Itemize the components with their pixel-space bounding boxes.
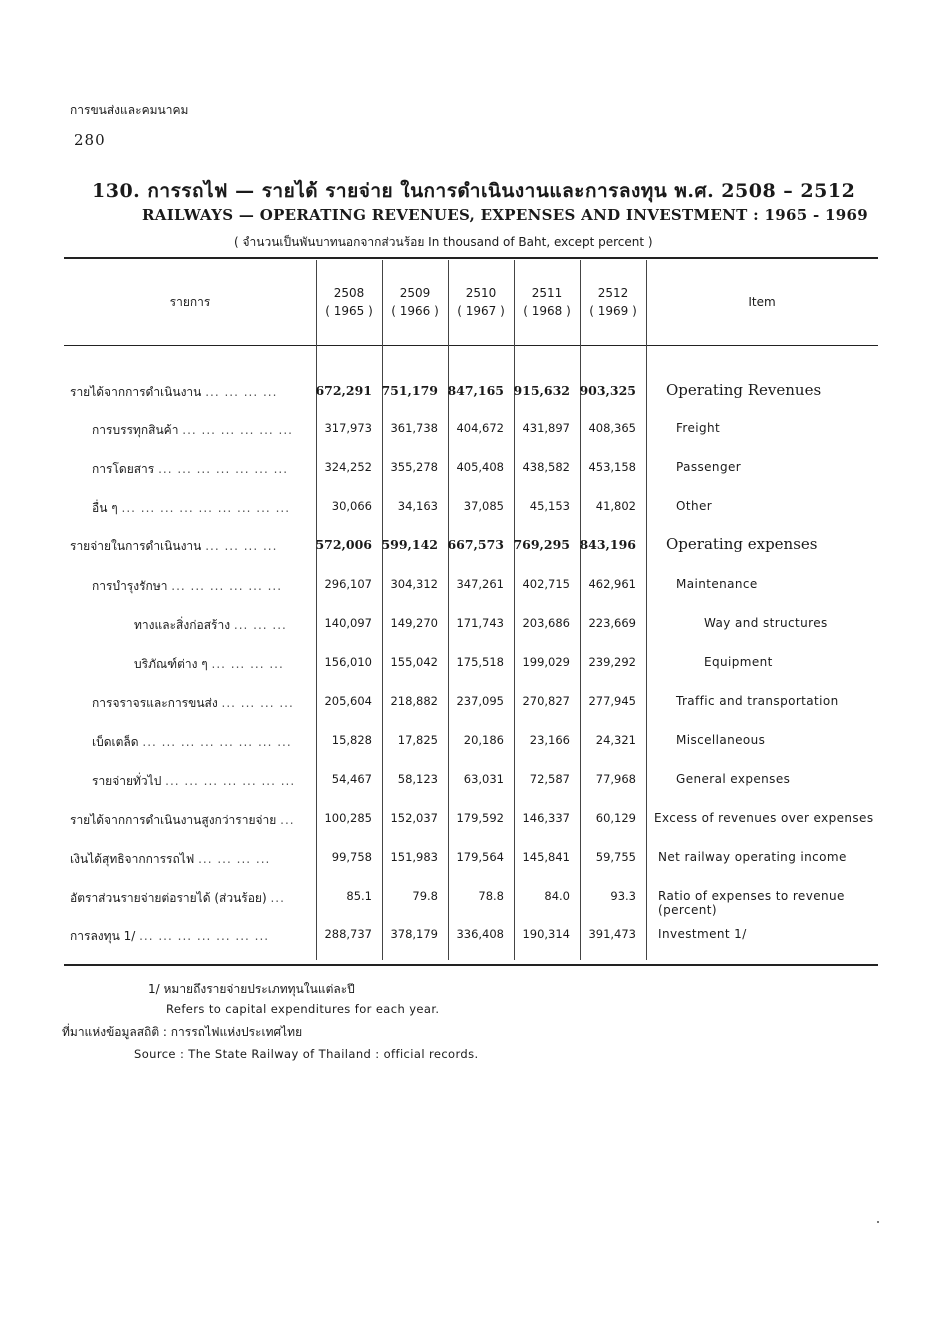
cell-value: 199,029 [522, 655, 570, 669]
row-label-english [704, 616, 828, 630]
footnote-english: Refers to capital expenditures for each year. [166, 1002, 440, 1016]
row-label-english-text: Ratio of expenses to revenue [658, 889, 845, 903]
row-label-text: รายได้จากการดำเนินงาน [70, 385, 202, 399]
cell-value: 78.8 [478, 889, 504, 903]
table-row [64, 421, 878, 445]
row-label-text: การบรรทุกสินค้า [92, 423, 179, 437]
row-label-text: อื่น ๆ [92, 501, 118, 515]
row-label-thai [92, 421, 293, 440]
cell-value: 431,897 [522, 421, 570, 435]
row-label-english [676, 694, 839, 708]
source-english: Source : The State Railway of Thailand : official records. [134, 1047, 479, 1061]
row-label-english [676, 460, 741, 474]
cell-value: 402,715 [522, 577, 570, 591]
cell-value: 751,179 [381, 383, 438, 398]
cell-value: 54,467 [331, 772, 372, 786]
cell-value: 175,518 [456, 655, 504, 669]
footnote-thai: 1/ หมายถึงรายจ่ายประเภททุนในแต่ละปี [148, 982, 355, 996]
cell-value: 769,295 [513, 537, 570, 552]
cell-value: 152,037 [390, 811, 438, 825]
table-row [64, 616, 878, 640]
year-be: 2510 [465, 286, 497, 300]
year-be: 2512 [597, 286, 629, 300]
cell-value: 915,632 [513, 383, 570, 398]
row-label-english [676, 499, 712, 513]
cell-value: 17,825 [397, 733, 438, 747]
cell-value: 37,085 [463, 499, 504, 513]
leader-dots: ... [270, 891, 285, 905]
row-label-english-text: Operating expenses [666, 535, 818, 553]
cell-value: 223,669 [588, 616, 636, 630]
cell-value: 100,285 [324, 811, 372, 825]
table-bottom-rule [64, 964, 878, 966]
leader-dots: ... ... ... ... ... ... ... [139, 929, 270, 943]
cell-value: 84.0 [544, 889, 570, 903]
row-label-english-text: Other [676, 499, 713, 513]
cell-value: 903,325 [579, 383, 636, 398]
cell-value: 24,321 [595, 733, 636, 747]
row-label-text: ทางและสิ่งก่อสร้าง [134, 618, 231, 632]
cell-value: 391,473 [588, 927, 636, 941]
cell-value: 30,066 [331, 499, 372, 513]
row-label-english [654, 811, 874, 825]
leader-dots: ... ... ... ... [198, 852, 271, 866]
row-label-text: การบำรุงรักษา [92, 579, 168, 593]
table-top-rule [64, 257, 878, 259]
cell-value: 15,828 [331, 733, 372, 747]
cell-value: 317,973 [324, 421, 372, 435]
row-label-text: บริภัณฑ์ต่าง ๆ [134, 657, 208, 671]
cell-value: 99,758 [331, 850, 372, 864]
table-row [64, 811, 878, 835]
row-label-thai [70, 889, 285, 908]
row-label-english [676, 577, 758, 591]
cell-value: 34,163 [397, 499, 438, 513]
cell-value: 72,587 [529, 772, 570, 786]
header-year [514, 284, 580, 320]
cell-value: 599,142 [381, 537, 438, 552]
cell-value: 304,312 [390, 577, 438, 591]
leader-dots: ... ... ... ... [221, 696, 294, 710]
leader-dots: ... ... ... ... ... ... [182, 423, 293, 437]
header-year [580, 284, 646, 320]
cell-value: 155,042 [390, 655, 438, 669]
cell-value: 847,165 [447, 383, 504, 398]
cell-value: 179,564 [456, 850, 504, 864]
cell-value: 453,158 [588, 460, 636, 474]
header-year [382, 284, 448, 320]
table-row [64, 383, 878, 407]
row-label-thai [92, 772, 295, 791]
cell-value: 179,592 [456, 811, 504, 825]
cell-value: 145,841 [522, 850, 570, 864]
cell-value: 404,672 [456, 421, 504, 435]
leader-dots: ... ... ... ... [205, 539, 278, 553]
leader-dots: ... [280, 813, 295, 827]
leader-dots: ... ... ... ... ... ... ... ... [142, 735, 292, 749]
row-label-english-text: Freight [676, 421, 721, 435]
row-label-english-text: (percent) [658, 903, 717, 917]
year-ce: ( 1965 ) [325, 304, 373, 318]
cell-value: 203,686 [522, 616, 570, 630]
cell-value: 190,314 [522, 927, 570, 941]
row-label-text: อัตราส่วนรายจ่ายต่อรายได้ (ส่วนร้อย) [70, 891, 267, 905]
row-label-thai [70, 383, 277, 402]
year-ce: ( 1969 ) [589, 304, 637, 318]
year-be: 2509 [399, 286, 431, 300]
cell-value: 288,737 [324, 927, 372, 941]
row-label-thai [92, 499, 290, 518]
row-label-english-text: Traffic and transportation [676, 694, 839, 708]
cell-value: 79.8 [412, 889, 438, 903]
header-year [448, 284, 514, 320]
table-header-rule [64, 345, 878, 346]
row-label-text: รายได้จากการดำเนินงานสูงกว่ารายจ่าย [70, 813, 277, 827]
row-label-english-text: Excess of revenues over expenses [654, 811, 874, 825]
table-row [64, 577, 878, 601]
page-number: 280 [74, 131, 106, 149]
row-label-english [676, 772, 790, 786]
cell-value: 171,743 [456, 616, 504, 630]
cell-value: 140,097 [324, 616, 372, 630]
row-label-thai [92, 694, 294, 713]
leader-dots: ... ... ... ... [211, 657, 284, 671]
cell-value: 237,095 [456, 694, 504, 708]
table-row [64, 733, 878, 757]
row-label-thai [92, 460, 288, 479]
year-be: 2508 [333, 286, 365, 300]
cell-value: 60,129 [595, 811, 636, 825]
table-row [64, 499, 878, 523]
year-ce: ( 1967 ) [457, 304, 505, 318]
table-row [64, 889, 878, 917]
cell-value: 438,582 [522, 460, 570, 474]
cell-value: 347,261 [456, 577, 504, 591]
row-label-english-text: Equipment [704, 655, 773, 669]
row-label-english [666, 383, 821, 397]
cell-value: 63,031 [463, 772, 504, 786]
row-label-english [666, 537, 818, 551]
cell-value: 324,252 [324, 460, 372, 474]
row-label-thai [134, 616, 287, 635]
cell-value: 58,123 [397, 772, 438, 786]
table-row [64, 694, 878, 718]
row-label-english [658, 850, 847, 864]
cell-value: 378,179 [390, 927, 438, 941]
row-label-english-text: Investment 1/ [658, 927, 747, 941]
row-label-thai [70, 927, 269, 946]
table-row [64, 460, 878, 484]
cell-value: 462,961 [588, 577, 636, 591]
title-thai: 130. การรถไฟ — รายได้ รายจ่าย ในการดำเนินงานและการลงทุน พ.ศ. 2508 – 2512 [92, 180, 856, 202]
cell-value: 20,186 [463, 733, 504, 747]
cell-value: 355,278 [390, 460, 438, 474]
row-label-text: เบ็ดเตล็ด [92, 735, 139, 749]
unit-note: ( จำนวนเป็นพันบาทนอกจากส่วนร้อย In thousand of Baht, except percent ) [234, 235, 653, 249]
cell-value: 77,968 [595, 772, 636, 786]
cell-value: 156,010 [324, 655, 372, 669]
header-item-thai: รายการ [169, 295, 211, 309]
table-row [64, 537, 878, 561]
row-label-text: การจราจรและการขนส่ง [92, 696, 218, 710]
year-ce: ( 1966 ) [391, 304, 439, 318]
leader-dots: ... ... ... ... ... ... ... ... ... [121, 501, 291, 515]
year-ce: ( 1968 ) [523, 304, 571, 318]
cell-value: 843,196 [579, 537, 636, 552]
title-english: RAILWAYS — OPERATING REVENUES, EXPENSES AND INVESTMENT : 1965 - 1969 [142, 206, 868, 224]
section-heading: การขนส่งและคมนาคม [70, 103, 189, 117]
row-label-thai [70, 537, 277, 556]
row-label-thai [134, 655, 284, 674]
row-label-english-text: Net railway operating income [658, 850, 847, 864]
row-label-text: การลงทุน 1/ [70, 929, 136, 943]
row-label-english [658, 889, 845, 917]
leader-dots: ... ... ... ... [205, 385, 278, 399]
row-label-english-text: Miscellaneous [676, 733, 766, 747]
cell-value: 277,945 [588, 694, 636, 708]
leader-dots: ... ... ... ... ... ... ... [165, 774, 296, 788]
cell-value: 45,153 [529, 499, 570, 513]
leader-dots: ... ... ... [233, 618, 287, 632]
leader-dots: ... ... ... ... ... ... ... [158, 462, 289, 476]
row-label-english-text: Maintenance [676, 577, 758, 591]
cell-value: 408,365 [588, 421, 636, 435]
row-label-thai [92, 577, 282, 596]
table-row [64, 927, 878, 951]
row-label-thai [70, 811, 295, 830]
row-label-english [658, 927, 747, 941]
row-label-text: การโดยสาร [92, 462, 155, 476]
cell-value: 270,827 [522, 694, 570, 708]
row-label-text: รายจ่ายในการดำเนินงาน [70, 539, 202, 553]
cell-value: 336,408 [456, 927, 504, 941]
row-label-english [676, 733, 765, 747]
table-row [64, 655, 878, 679]
row-label-english-text: Passenger [676, 460, 742, 474]
row-label-thai [70, 850, 270, 869]
cell-value: 205,604 [324, 694, 372, 708]
cell-value: 667,573 [447, 537, 504, 552]
row-label-english-text: General expenses [676, 772, 791, 786]
cell-value: 146,337 [522, 811, 570, 825]
leader-dots: ... ... ... ... ... ... [171, 579, 283, 593]
cell-value: 239,292 [588, 655, 636, 669]
row-label-english-text: Way and structures [704, 616, 828, 630]
cell-value: 361,738 [390, 421, 438, 435]
row-label-english [676, 421, 720, 435]
row-label-thai [92, 733, 292, 752]
cell-value: 672,291 [315, 383, 372, 398]
year-be: 2511 [531, 286, 563, 300]
row-label-english [704, 655, 773, 669]
table-row [64, 772, 878, 796]
cell-value: 296,107 [324, 577, 372, 591]
row-label-text: รายจ่ายทั่วไป [92, 774, 162, 788]
cell-value: 23,166 [529, 733, 570, 747]
cell-value: 85.1 [346, 889, 372, 903]
header-year [316, 284, 382, 320]
scan-speck [877, 1221, 879, 1223]
cell-value: 41,802 [595, 499, 636, 513]
row-label-text: เงินได้สุทธิจากการรถไฟ [70, 852, 195, 866]
header-item-english: Item [748, 295, 776, 309]
cell-value: 572,006 [315, 537, 372, 552]
cell-value: 218,882 [390, 694, 438, 708]
row-label-english-text: Operating Revenues [666, 381, 822, 399]
cell-value: 151,983 [390, 850, 438, 864]
cell-value: 149,270 [390, 616, 438, 630]
cell-value: 59,755 [595, 850, 636, 864]
source-thai: ที่มาแห่งข้อมูลสถิติ : การรถไฟแห่งประเทศไทย [62, 1025, 303, 1039]
cell-value: 405,408 [456, 460, 504, 474]
table-row [64, 850, 878, 874]
cell-value: 93.3 [610, 889, 636, 903]
